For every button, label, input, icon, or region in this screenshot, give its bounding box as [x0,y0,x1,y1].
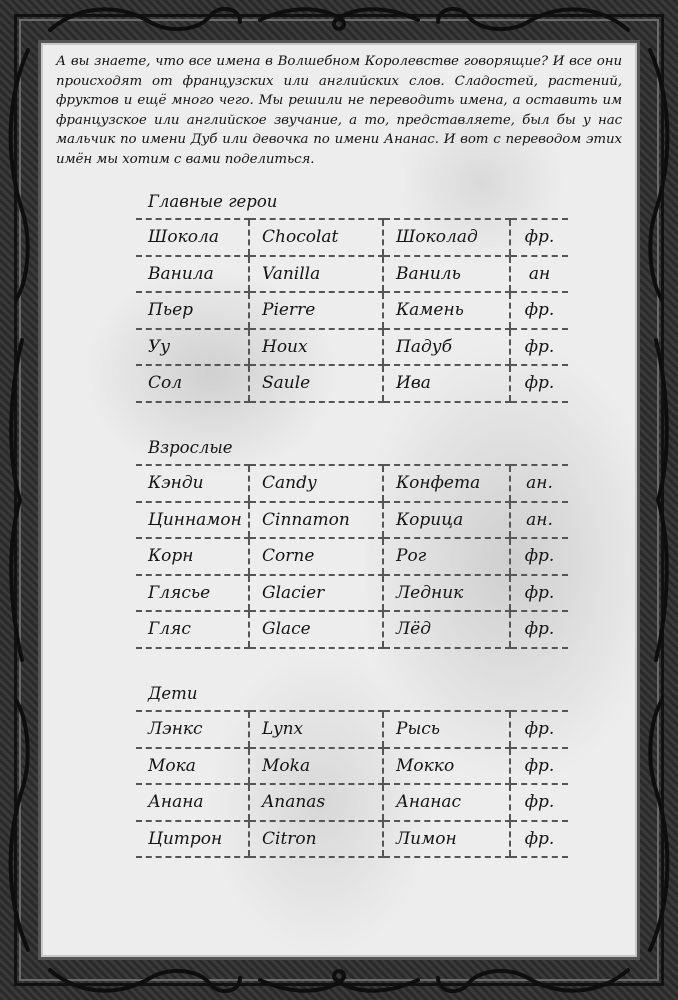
name-cell: Лэнкс [136,711,249,748]
names-table-children [136,710,568,858]
name-cell: Корн [136,538,249,575]
translation-cell: Лимон [383,821,510,858]
translation-cell: Ананас [383,784,510,821]
right-ornament-icon [638,40,678,960]
name-cell: Ванила [136,256,249,293]
original-cell: Moka [249,748,383,785]
table-row [136,575,568,612]
section-title-adults: Взрослые [148,438,233,457]
translation-cell: Лёд [383,611,510,648]
intro-paragraph: А вы знаете, что все имена в Волшебном Королевстве говорящие? И все они происходят от французских или английских слов. Сладостей, растений, фруктов и ещё много чего. Мы решили не переводить имена, а оставить им французское или английское звучание, а то, представляете, был бы у нас мальчик по имени Дуб или девочка по имени Ананас. И вот с переводом этих имён мы хотим с вами поделиться. [56,54,622,167]
table-row [136,502,568,539]
name-cell: Циннамон [136,502,249,539]
language-cell: ан. [510,465,568,502]
original-cell: Cinnamon [249,502,383,539]
table-row [136,329,568,366]
original-cell: Candy [249,465,383,502]
language-cell: фр. [510,711,568,748]
name-cell: Уу [136,329,249,366]
language-cell: фр. [510,748,568,785]
language-cell: фр. [510,784,568,821]
table-row [136,219,568,256]
translation-cell: Корица [383,502,510,539]
language-cell: фр. [510,575,568,612]
original-cell: Citron [249,821,383,858]
section-title-children: Дети [148,684,198,703]
language-cell: фр. [510,219,568,256]
language-cell: фр. [510,821,568,858]
translation-cell: Ива [383,365,510,402]
language-cell: фр. [510,292,568,329]
original-cell: Pierre [249,292,383,329]
table-row [136,784,568,821]
original-cell: Vanilla [249,256,383,293]
table-row [136,821,568,858]
table-row [136,256,568,293]
name-cell: Сол [136,365,249,402]
language-cell: фр. [510,365,568,402]
name-cell: Цитрон [136,821,249,858]
name-cell: Пьер [136,292,249,329]
table-row [136,465,568,502]
original-cell: Saule [249,365,383,402]
original-cell: Houx [249,329,383,366]
translation-cell: Падуб [383,329,510,366]
name-cell: Кэнди [136,465,249,502]
translation-cell: Рысь [383,711,510,748]
name-cell: Гляс [136,611,249,648]
top-ornament-icon [40,0,638,40]
name-cell: Шокола [136,219,249,256]
original-cell: Glace [249,611,383,648]
table-row [136,611,568,648]
original-cell: Lynx [249,711,383,748]
translation-cell: Конфета [383,465,510,502]
table-row [136,711,568,748]
translation-cell: Мокко [383,748,510,785]
language-cell: ан [510,256,568,293]
translation-cell: Рог [383,538,510,575]
translation-cell: Шоколад [383,219,510,256]
original-cell: Corne [249,538,383,575]
name-cell: Глясье [136,575,249,612]
bottom-ornament-icon [40,960,638,1000]
original-cell: Ananas [249,784,383,821]
language-cell: фр. [510,538,568,575]
names-table-adults [136,464,568,649]
section-title-main-heroes: Главные герои [148,192,278,211]
language-cell: фр. [510,611,568,648]
original-cell: Glacier [249,575,383,612]
name-cell: Мока [136,748,249,785]
translation-cell: Ледник [383,575,510,612]
table-row [136,748,568,785]
language-cell: ан. [510,502,568,539]
translation-cell: Камень [383,292,510,329]
translation-cell: Ваниль [383,256,510,293]
names-table-main-heroes [136,218,568,403]
table-row [136,538,568,575]
table-row [136,292,568,329]
original-cell: Chocolat [249,219,383,256]
left-ornament-icon [0,40,40,960]
name-cell: Анана [136,784,249,821]
language-cell: фр. [510,329,568,366]
table-row [136,365,568,402]
